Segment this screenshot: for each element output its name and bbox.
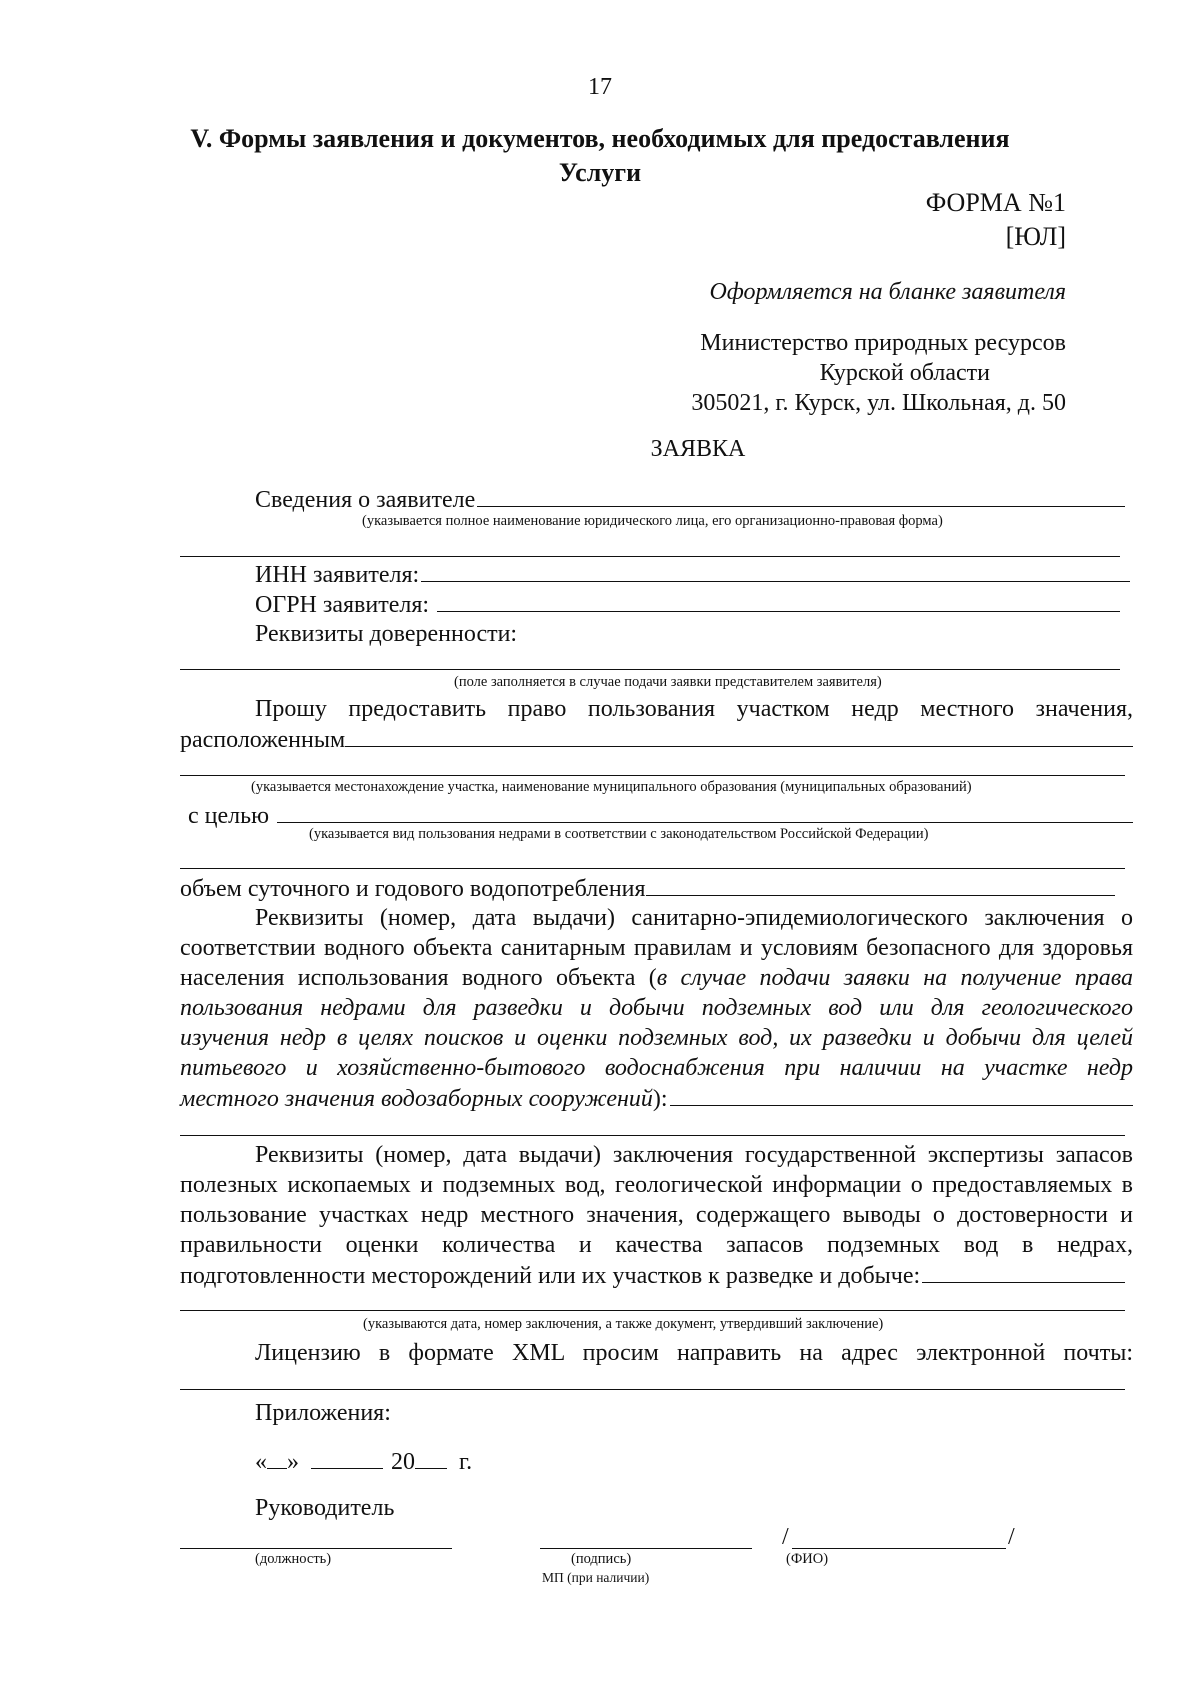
location-field-line2[interactable] [180, 775, 1125, 776]
sanitary-line3-plain: населения использования водного объекта ( [180, 965, 657, 991]
date-close-quote: » [287, 1449, 299, 1475]
expertise-field-line2[interactable] [180, 1310, 1125, 1311]
inn-row [255, 559, 1130, 590]
year-suffix: г. [459, 1449, 473, 1475]
location-row [180, 724, 1133, 755]
license-line: Лицензию в формате XML просим направить на адрес электронной почты: [255, 1340, 1133, 1366]
addressee-line2: Курской области [819, 360, 990, 386]
fio-field[interactable] [792, 1548, 1006, 1549]
inn-field[interactable] [421, 559, 1130, 582]
stamp-caption: МП (при наличии) [542, 1570, 650, 1585]
email-field[interactable] [180, 1389, 1125, 1390]
poa-label: Реквизиты доверенности: [255, 621, 518, 647]
location-label: расположенным [180, 727, 346, 753]
expertise-line5 [180, 1260, 1125, 1291]
poa-hint: (поле заполняется в случае подачи заявки представителем заявителя) [454, 674, 882, 690]
expertise-line3: пользование участках недр местного значения, содержащего выводы о достоверности и [180, 1202, 1133, 1228]
date-open-quote: « [255, 1449, 267, 1475]
expertise-line5-text: подготовленности месторождений или их участков к разведке и добыче: [180, 1263, 921, 1289]
purpose-field-line2[interactable] [180, 868, 1125, 869]
sanitary-line3 [180, 963, 1133, 993]
sanitary-line7 [180, 1083, 1133, 1114]
section-heading-line1: V. Формы заявления и документов, необходимых для предоставления [190, 124, 1010, 153]
location-field[interactable] [345, 724, 1133, 747]
purpose-hint: (указывается вид пользования недрами в соответствии с законодательством Российской Федерации) [309, 826, 929, 842]
inn-label: ИНН заявителя: [255, 562, 420, 588]
addressee-line1: Министерство природных ресурсов [700, 330, 1066, 356]
page-number: 17 [588, 74, 612, 100]
sanitary-line4: пользования недрами для разведки и добычи подземных вод или для геологического [180, 995, 1133, 1021]
volume-field[interactable] [646, 873, 1115, 896]
location-hint: (указывается местонахождение участка, наименование муниципального образования (муниципальных образований) [251, 779, 972, 795]
document-title: ЗАЯВКА [650, 436, 746, 462]
applicant-hint: (указывается полное наименование юридического лица, его организационно-правовая форма) [362, 513, 943, 529]
sanitary-line2: соответствии водного объекта санитарным правилам и условиям безопасного для здоровья [180, 935, 1133, 961]
sanitary-line6: питьевого и хозяйственно-бытового водоснабжения при наличии на участке недр [180, 1055, 1133, 1081]
purpose-label: с целью [188, 803, 269, 829]
sanitary-field-line2[interactable] [180, 1135, 1125, 1136]
purpose-field[interactable] [277, 800, 1133, 823]
ogrn-row [255, 589, 1120, 620]
head-label: Руководитель [255, 1495, 395, 1521]
applicant-row [255, 484, 1125, 515]
section-heading-line2: Услуги [558, 158, 642, 187]
year-field[interactable] [415, 1446, 447, 1469]
sanitary-line5: изучения недр в целях поисков и оценки подземных вод, их разведки и добычи для целей [180, 1025, 1133, 1051]
sanitary-line7-plain: ): [652, 1086, 668, 1112]
form-type: [ЮЛ] [1005, 222, 1066, 251]
signature-caption: (подпись) [571, 1551, 632, 1567]
ogrn-field[interactable] [437, 589, 1120, 612]
fio-slash-left: / [782, 1524, 789, 1550]
poa-field[interactable] [180, 669, 1120, 670]
applicant-label: Сведения о заявителе [255, 487, 476, 513]
expertise-line2: полезных ископаемых и подземных вод, геологической информации о предоставляемых в [180, 1172, 1133, 1198]
attachments-label: Приложения: [255, 1400, 391, 1426]
sanitary-line7-italic: местного значения водозаборных сооружений [180, 1086, 653, 1112]
year-prefix: 20 [391, 1449, 415, 1475]
addressee-line3: 305021, г. Курск, ул. Школьная, д. 50 [691, 390, 1066, 416]
expertise-line1: Реквизиты (номер, дата выдачи) заключения государственной экспертизы запасов [255, 1142, 1133, 1168]
fio-slash-right: / [1008, 1524, 1015, 1550]
applicant-field-line2[interactable] [180, 556, 1120, 557]
expertise-line4: правильности оценки количества и качества запасов подземных вод в недрах, [180, 1232, 1133, 1258]
request-line1: Прошу предоставить право пользования участком недр местного значения, [255, 696, 1133, 722]
sanitary-line1: Реквизиты (номер, дата выдачи) санитарно-эпидемиологического заключения о [255, 905, 1133, 931]
sanitary-line3-italic: в случае подачи заявки на получение права [656, 965, 1133, 991]
position-caption: (должность) [255, 1551, 332, 1567]
form-number: ФОРМА №1 [925, 188, 1066, 217]
expertise-field[interactable] [922, 1260, 1125, 1283]
applicant-field[interactable] [477, 484, 1125, 507]
position-field[interactable] [180, 1548, 452, 1549]
date-row [255, 1446, 472, 1477]
signature-field[interactable] [540, 1548, 752, 1549]
blank-note: Оформляется на бланке заявителя [709, 279, 1066, 305]
ogrn-label: ОГРН заявителя: [255, 592, 430, 618]
sanitary-field[interactable] [670, 1083, 1133, 1106]
day-field[interactable] [267, 1446, 287, 1469]
fio-caption: (ФИО) [786, 1551, 829, 1567]
month-field[interactable] [311, 1446, 383, 1469]
expertise-hint: (указываются дата, номер заключения, а также документ, утвердивший заключение) [363, 1316, 884, 1332]
volume-row [180, 873, 1115, 904]
volume-label: объем суточного и годового водопотребления [180, 876, 646, 902]
